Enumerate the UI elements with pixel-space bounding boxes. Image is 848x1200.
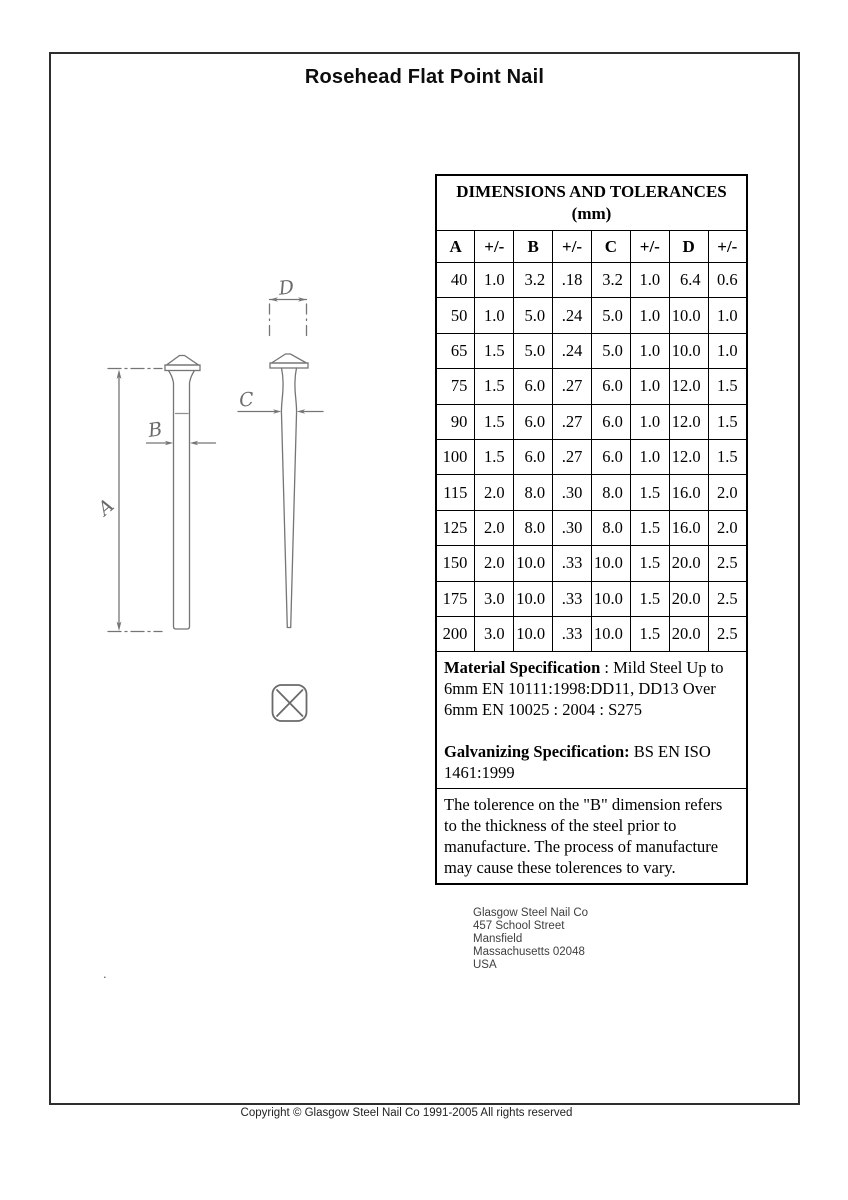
table-cell: 20.0: [669, 616, 708, 651]
galvanizing-spec-value: BS EN ISO 1461:1999: [444, 742, 711, 783]
table-cell: 8.0: [592, 475, 631, 510]
table-cell: 1.0: [708, 333, 747, 368]
address-line: Mansfield: [473, 933, 523, 945]
dimension-c-label: C: [238, 388, 255, 412]
table-cell: 40: [436, 263, 475, 298]
table-cell: 10.0: [514, 616, 553, 651]
table-cell: 50: [436, 298, 475, 333]
table-cell: 10.0: [669, 333, 708, 368]
column-header: +/-: [475, 231, 514, 263]
table-cell: 1.0: [630, 439, 669, 474]
table-cell: 1.5: [630, 546, 669, 581]
table-cell: .24: [553, 333, 592, 368]
table-row: [436, 616, 747, 651]
table-cell: 20.0: [669, 546, 708, 581]
column-header: D: [669, 231, 708, 263]
nail-technical-drawing: [80, 260, 360, 740]
address-line: 457 School Street: [473, 920, 565, 932]
table-cell: 16.0: [669, 475, 708, 510]
material-spec-text: [444, 657, 739, 720]
table-cell: 2.0: [475, 510, 514, 545]
table-row: [436, 439, 747, 474]
column-header: B: [514, 231, 553, 263]
left-nail-shank: [169, 371, 195, 630]
column-header: A: [436, 231, 475, 263]
table-cell: 5.0: [592, 298, 631, 333]
table-cell: 1.0: [475, 298, 514, 333]
cross-section-symbol: [273, 685, 307, 721]
column-header: C: [592, 231, 631, 263]
dimension-b-label: B: [146, 418, 164, 442]
dimensions-table: [435, 174, 748, 885]
table-cell: 12.0: [669, 369, 708, 404]
table-row: [436, 298, 747, 333]
table-cell: 10.0: [592, 616, 631, 651]
table-cell: .33: [553, 546, 592, 581]
table-cell: 1.0: [708, 298, 747, 333]
table-cell: 1.0: [630, 333, 669, 368]
table-cell: 75: [436, 369, 475, 404]
table-cell: 20.0: [669, 581, 708, 616]
column-header: +/-: [630, 231, 669, 263]
address-block: [473, 907, 588, 972]
table-cell: 12.0: [669, 404, 708, 439]
table-cell: 1.0: [630, 369, 669, 404]
table-cell: 65: [436, 333, 475, 368]
table-cell: 6.0: [592, 369, 631, 404]
dimension-d-label: D: [277, 276, 296, 300]
table-cell: 5.0: [592, 333, 631, 368]
table-cell: .30: [553, 475, 592, 510]
table-row: [436, 333, 747, 368]
right-nail-head: [272, 354, 307, 363]
address-line: USA: [473, 959, 497, 971]
address-line: Glasgow Steel Nail Co: [473, 907, 589, 919]
table-cell: 16.0: [669, 510, 708, 545]
table-title-line2: (mm): [571, 204, 612, 223]
table-cell: 12.0: [669, 439, 708, 474]
table-cell: 2.5: [708, 546, 747, 581]
table-cell: 200: [436, 616, 475, 651]
page-title: Rosehead Flat Point Nail: [304, 66, 545, 88]
material-spec-row: [436, 652, 747, 789]
right-nail-shank: [281, 368, 296, 628]
table-cell: .30: [553, 510, 592, 545]
table-cell: 5.0: [514, 333, 553, 368]
table-cell: 1.5: [475, 439, 514, 474]
column-header: +/-: [553, 231, 592, 263]
table-cell: 10.0: [514, 546, 553, 581]
table-cell: 1.5: [475, 333, 514, 368]
table-cell: 0.6: [708, 263, 747, 298]
table-title-line1: DIMENSIONS AND TOLERANCES: [456, 182, 727, 201]
right-nail-figure: [238, 276, 323, 627]
table-cell: 2.5: [708, 581, 747, 616]
table-cell: 6.0: [592, 404, 631, 439]
table-row: [436, 404, 747, 439]
table-cell: .18: [553, 263, 592, 298]
table-row: [436, 369, 747, 404]
table-cell: 1.0: [630, 298, 669, 333]
dimension-a-label: A: [93, 494, 119, 521]
table-cell: .27: [553, 404, 592, 439]
cross-section-x-icon: [277, 690, 303, 716]
address-line: Massachusetts 02048: [473, 946, 585, 958]
table-cell: 1.0: [630, 263, 669, 298]
table-cell: 8.0: [592, 510, 631, 545]
table-row: [436, 510, 747, 545]
table-cell: 6.0: [514, 404, 553, 439]
table-cell: 115: [436, 475, 475, 510]
table-cell: 1.0: [475, 263, 514, 298]
table-cell: 6.4: [669, 263, 708, 298]
table-cell: 1.5: [708, 439, 747, 474]
table-cell: .33: [553, 616, 592, 651]
table-cell: 3.2: [592, 263, 631, 298]
table-cell: .24: [553, 298, 592, 333]
tolerance-note-row: [436, 789, 747, 885]
table-cell: 1.5: [630, 581, 669, 616]
table-cell: 150: [436, 546, 475, 581]
table-row: [436, 581, 747, 616]
table-cell: 5.0: [514, 298, 553, 333]
table-row: [436, 546, 747, 581]
table-cell: 1.5: [475, 369, 514, 404]
table-cell: 8.0: [514, 475, 553, 510]
table-cell: 100: [436, 439, 475, 474]
table-title-cell: [436, 175, 747, 231]
column-header-row: [436, 231, 747, 263]
table-cell: 10.0: [514, 581, 553, 616]
table-cell: 6.0: [514, 369, 553, 404]
column-header: +/-: [708, 231, 747, 263]
table-cell: 2.0: [475, 475, 514, 510]
left-nail-figure: [92, 356, 215, 632]
galvanizing-spec-text: [444, 741, 739, 783]
table-cell: 90: [436, 404, 475, 439]
table-cell: .27: [553, 369, 592, 404]
tolerance-note-cell: The tolerence on the "B" dimension refers to the thickness of the steel prior to manufacture. The process of manufacture may cause these tolerences to vary.: [436, 789, 747, 885]
table-cell: 1.5: [475, 404, 514, 439]
table-body: [436, 263, 747, 652]
table-cell: 125: [436, 510, 475, 545]
table-cell: 1.5: [630, 616, 669, 651]
material-spec-cell: [436, 652, 747, 789]
left-nail-head: [167, 356, 199, 366]
table-cell: 2.0: [475, 546, 514, 581]
stray-mark: .: [103, 966, 107, 981]
table-cell: 1.5: [708, 404, 747, 439]
table-cell: 10.0: [592, 546, 631, 581]
copyright-footer: Copyright © Glasgow Steel Nail Co 1991-2005 All rights reserved: [240, 1107, 573, 1119]
material-spec-value: : Mild Steel Up to 6mm EN 10111:1998:DD11, DD13 Over 6mm EN 10025 : 2004 : S275: [444, 658, 724, 720]
left-nail-head-band: [165, 365, 200, 371]
table-cell: 2.5: [708, 616, 747, 651]
table-cell: .27: [553, 439, 592, 474]
table-cell: 2.0: [708, 475, 747, 510]
right-nail-head-band: [270, 363, 308, 368]
table-cell: .33: [553, 581, 592, 616]
table-cell: 1.5: [630, 475, 669, 510]
table-cell: 10.0: [592, 581, 631, 616]
table-cell: 2.0: [708, 510, 747, 545]
galvanizing-spec-label: Galvanizing Specification:: [444, 742, 630, 762]
table-cell: 6.0: [592, 439, 631, 474]
table-cell: 3.0: [475, 581, 514, 616]
table-cell: 3.2: [514, 263, 553, 298]
table-cell: 3.0: [475, 616, 514, 651]
table-row: [436, 475, 747, 510]
table-cell: 6.0: [514, 439, 553, 474]
table-row: [436, 263, 747, 298]
table-cell: 8.0: [514, 510, 553, 545]
material-spec-label: Material Specification: [444, 658, 601, 678]
table-cell: 10.0: [669, 298, 708, 333]
table-cell: 1.0: [630, 404, 669, 439]
table-cell: 1.5: [708, 369, 747, 404]
table-cell: 175: [436, 581, 475, 616]
table-cell: 1.5: [630, 510, 669, 545]
